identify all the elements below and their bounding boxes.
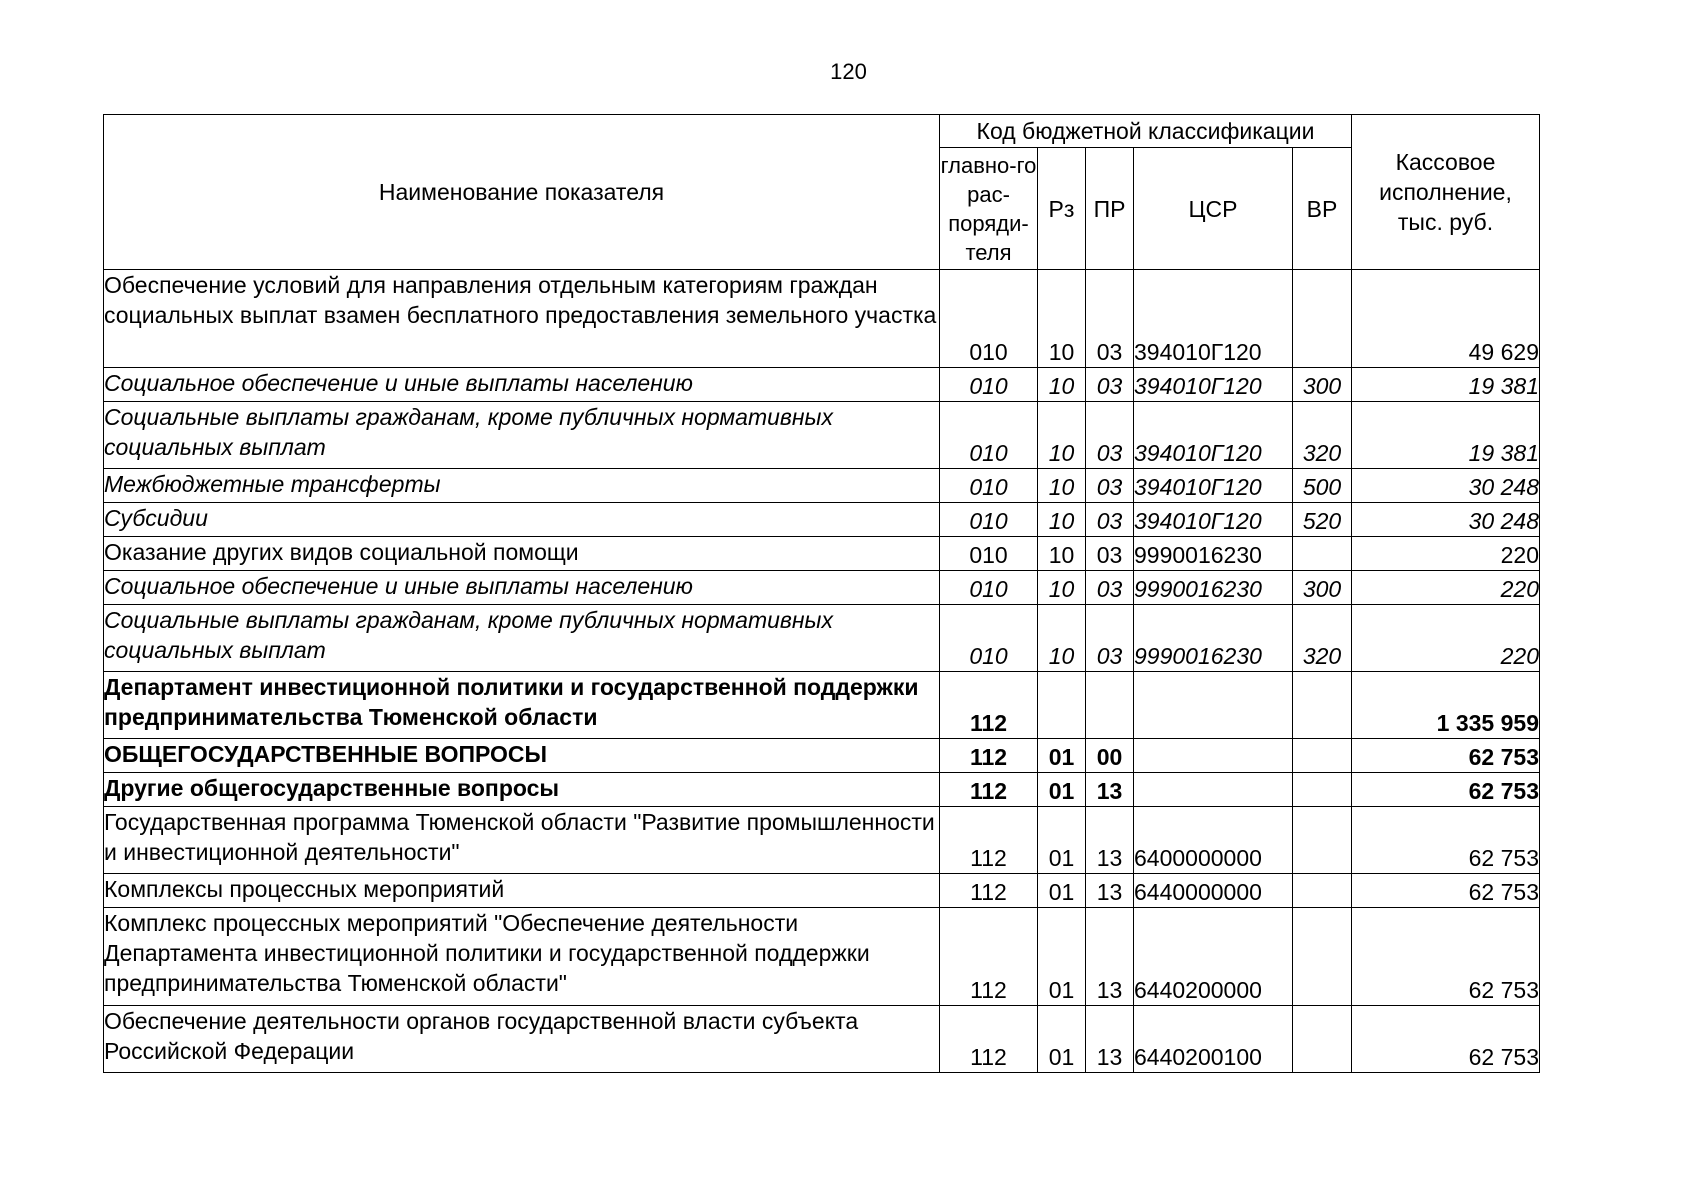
row-csr (1134, 773, 1293, 807)
row-csr: 6440200100 (1134, 1006, 1293, 1073)
row-pr: 00 (1086, 739, 1134, 773)
row-csr: 6440000000 (1134, 874, 1293, 908)
row-rz: 01 (1038, 874, 1086, 908)
row-csr: 394010Г120 (1134, 270, 1293, 368)
row-amount: 1 335 959 (1352, 672, 1540, 739)
row-rz: 10 (1038, 605, 1086, 672)
row-rz: 10 (1038, 503, 1086, 537)
row-name: Межбюджетные трансферты (104, 469, 940, 503)
row-glav: 112 (940, 739, 1038, 773)
header-chief-administrator: главно-го рас-поряди-теля (940, 148, 1038, 270)
row-glav: 010 (940, 605, 1038, 672)
row-amount: 62 753 (1352, 908, 1540, 1006)
table-row (104, 571, 1540, 605)
row-glav: 010 (940, 503, 1038, 537)
row-pr: 03 (1086, 571, 1134, 605)
row-name: Социальные выплаты гражданам, кроме публичных нормативных социальных выплат (104, 402, 940, 469)
header-vr: ВР (1293, 148, 1352, 270)
table-row (104, 739, 1540, 773)
row-rz: 10 (1038, 571, 1086, 605)
table-row (104, 605, 1540, 672)
row-name: Департамент инвестиционной политики и государственной поддержки предпринимательства Тюменской области (104, 672, 940, 739)
row-rz: 01 (1038, 773, 1086, 807)
table-row (104, 874, 1540, 908)
row-vr (1293, 537, 1352, 571)
row-pr: 03 (1086, 368, 1134, 402)
row-amount: 62 753 (1352, 773, 1540, 807)
row-pr: 03 (1086, 469, 1134, 503)
row-vr (1293, 270, 1352, 368)
row-amount: 220 (1352, 605, 1540, 672)
row-csr: 6440200000 (1134, 908, 1293, 1006)
row-name: Комплекс процессных мероприятий "Обеспечение деятельности Департамента инвестиционной политики и государственной поддержки предпринимательства Тюменской области" (104, 908, 940, 1006)
row-csr: 394010Г120 (1134, 402, 1293, 469)
table-row (104, 1006, 1540, 1073)
row-pr: 13 (1086, 773, 1134, 807)
row-name: Другие общегосударственные вопросы (104, 773, 940, 807)
row-csr (1134, 672, 1293, 739)
row-name: Обеспечение деятельности органов государственной власти субъекта Российской Федерации (104, 1006, 940, 1073)
row-vr: 320 (1293, 402, 1352, 469)
row-pr: 13 (1086, 1006, 1134, 1073)
row-amount: 19 381 (1352, 368, 1540, 402)
row-rz: 01 (1038, 739, 1086, 773)
table-row (104, 908, 1540, 1006)
row-name: Оказание других видов социальной помощи (104, 537, 940, 571)
row-glav: 112 (940, 672, 1038, 739)
header-rz: Рз (1038, 148, 1086, 270)
row-name: Социальное обеспечение и иные выплаты населению (104, 368, 940, 402)
row-pr (1086, 672, 1134, 739)
table-row (104, 537, 1540, 571)
table-row (104, 469, 1540, 503)
row-amount: 220 (1352, 571, 1540, 605)
row-glav: 112 (940, 908, 1038, 1006)
row-vr (1293, 1006, 1352, 1073)
row-vr: 520 (1293, 503, 1352, 537)
header-name: Наименование показателя (104, 115, 940, 270)
row-amount: 62 753 (1352, 739, 1540, 773)
row-pr: 03 (1086, 402, 1134, 469)
row-vr: 500 (1293, 469, 1352, 503)
row-vr: 300 (1293, 571, 1352, 605)
row-csr: 6400000000 (1134, 807, 1293, 874)
row-glav: 010 (940, 368, 1038, 402)
header-csr: ЦСР (1134, 148, 1293, 270)
row-csr: 394010Г120 (1134, 503, 1293, 537)
row-name: Социальное обеспечение и иные выплаты населению (104, 571, 940, 605)
row-vr (1293, 672, 1352, 739)
row-glav: 112 (940, 773, 1038, 807)
table-row (104, 773, 1540, 807)
row-glav: 010 (940, 270, 1038, 368)
row-rz: 01 (1038, 807, 1086, 874)
row-vr (1293, 908, 1352, 1006)
row-name: Обеспечение условий для направления отдельным категориям граждан социальных выплат взамен бесплатного предоставления земельного участка (104, 270, 940, 368)
row-amount: 62 753 (1352, 874, 1540, 908)
row-pr: 03 (1086, 503, 1134, 537)
row-vr (1293, 773, 1352, 807)
row-glav: 010 (940, 469, 1038, 503)
row-pr: 03 (1086, 605, 1134, 672)
row-rz: 01 (1038, 1006, 1086, 1073)
table-row (104, 368, 1540, 402)
header-cash-execution: Кассовое исполнение, тыс. руб. (1352, 115, 1540, 270)
row-name: Государственная программа Тюменской области "Развитие промышленности и инвестиционной деятельности" (104, 807, 940, 874)
row-pr: 13 (1086, 807, 1134, 874)
row-rz: 01 (1038, 908, 1086, 1006)
row-glav: 010 (940, 402, 1038, 469)
row-csr: 9990016230 (1134, 605, 1293, 672)
row-amount: 30 248 (1352, 503, 1540, 537)
row-amount: 19 381 (1352, 402, 1540, 469)
row-vr (1293, 739, 1352, 773)
row-name: Субсидии (104, 503, 940, 537)
table-row (104, 672, 1540, 739)
row-rz: 10 (1038, 537, 1086, 571)
table-row (104, 807, 1540, 874)
row-rz: 10 (1038, 270, 1086, 368)
row-csr: 9990016230 (1134, 537, 1293, 571)
row-name: Социальные выплаты гражданам, кроме публичных нормативных социальных выплат (104, 605, 940, 672)
row-csr (1134, 739, 1293, 773)
table-row (104, 270, 1540, 368)
row-vr: 300 (1293, 368, 1352, 402)
row-amount: 49 629 (1352, 270, 1540, 368)
row-glav: 112 (940, 1006, 1038, 1073)
row-vr (1293, 874, 1352, 908)
row-amount: 220 (1352, 537, 1540, 571)
page-number: 120 (830, 59, 867, 84)
row-glav: 010 (940, 571, 1038, 605)
row-vr (1293, 807, 1352, 874)
header-pr: ПР (1086, 148, 1134, 270)
row-rz: 10 (1038, 469, 1086, 503)
row-csr: 394010Г120 (1134, 469, 1293, 503)
row-amount: 62 753 (1352, 807, 1540, 874)
row-glav: 010 (940, 537, 1038, 571)
row-rz (1038, 672, 1086, 739)
table-row (104, 402, 1540, 469)
row-rz: 10 (1038, 402, 1086, 469)
row-glav: 112 (940, 807, 1038, 874)
row-pr: 13 (1086, 874, 1134, 908)
row-amount: 30 248 (1352, 469, 1540, 503)
row-rz: 10 (1038, 368, 1086, 402)
row-name: Комплексы процессных мероприятий (104, 874, 940, 908)
row-csr: 9990016230 (1134, 571, 1293, 605)
table-row (104, 503, 1540, 537)
row-csr: 394010Г120 (1134, 368, 1293, 402)
row-pr: 13 (1086, 908, 1134, 1006)
row-name: ОБЩЕГОСУДАРСТВЕННЫЕ ВОПРОСЫ (104, 739, 940, 773)
row-glav: 112 (940, 874, 1038, 908)
row-vr: 320 (1293, 605, 1352, 672)
budget-execution-table (103, 114, 1540, 1073)
row-pr: 03 (1086, 270, 1134, 368)
row-amount: 62 753 (1352, 1006, 1540, 1073)
row-pr: 03 (1086, 537, 1134, 571)
header-budget-code-group: Код бюджетной классификации (940, 115, 1352, 148)
